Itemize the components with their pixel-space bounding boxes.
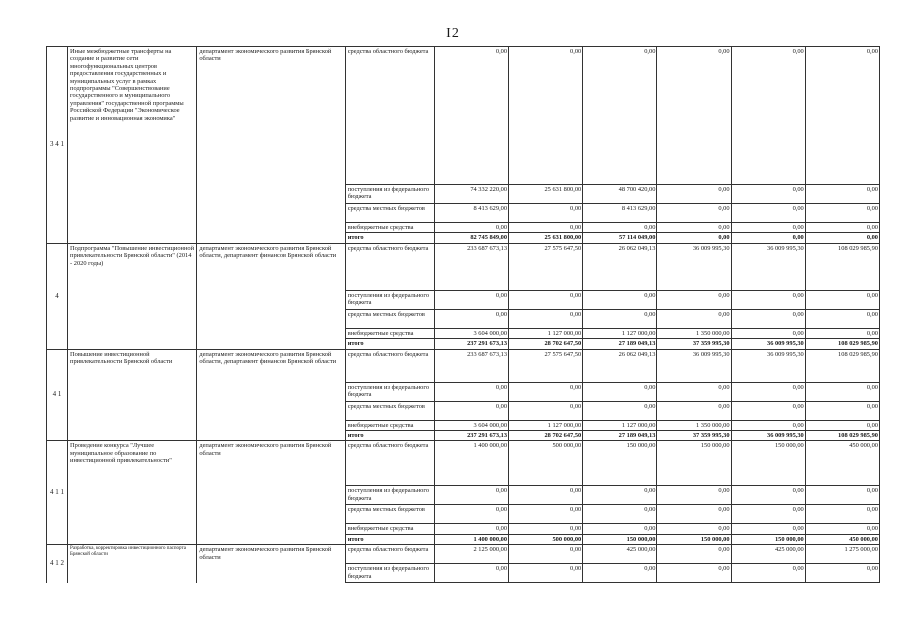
amount-cell: 0,00 [434,564,508,583]
amount-cell: 3 604 000,00 [434,420,508,430]
amount-cell: 0,00 [731,204,805,223]
amount-cell: 37 359 995,30 [657,431,731,441]
funding-source: средства местных бюджетов [345,505,434,524]
funding-source: средства местных бюджетов [345,309,434,328]
measure-name: Повышение инвестиционной привлекательности Брянской области [68,349,197,441]
amount-cell: 0,00 [805,47,879,185]
amount-cell: 0,00 [731,185,805,204]
amount-cell: 108 029 985,90 [805,349,879,382]
amount-cell: 0,00 [509,505,583,524]
funding-source: итого [345,431,434,441]
amount-cell: 0,00 [583,290,657,309]
amount-cell: 108 029 985,90 [805,339,879,349]
amount-cell: 0,00 [657,564,731,583]
amount-cell: 0,00 [509,486,583,505]
amount-cell: 150 000,00 [583,534,657,544]
amount-cell: 0,00 [805,420,879,430]
amount-cell: 0,00 [434,382,508,401]
amount-cell: 425 000,00 [583,545,657,564]
amount-cell: 0,00 [509,401,583,420]
amount-cell: 0,00 [805,204,879,223]
row-code: 4 1 [47,349,68,441]
amount-cell: 28 702 647,50 [509,431,583,441]
amount-cell: 0,00 [657,524,731,534]
funding-source: поступления из федерального бюджета [345,382,434,401]
amount-cell: 0,00 [583,309,657,328]
amount-cell: 1 127 000,00 [583,420,657,430]
amount-cell: 0,00 [434,401,508,420]
amount-cell: 0,00 [731,401,805,420]
row-code: 4 1 2 [47,545,68,583]
executor: департамент экономического развития Брянской области [197,545,345,583]
table-row [47,243,880,290]
amount-cell: 0,00 [509,204,583,223]
funding-source: внебюджетные средства [345,223,434,233]
amount-cell: 0,00 [805,524,879,534]
amount-cell: 0,00 [583,47,657,185]
amount-cell: 425 000,00 [731,545,805,564]
amount-cell: 0,00 [509,524,583,534]
amount-cell: 0,00 [583,486,657,505]
amount-cell: 1 127 000,00 [509,328,583,338]
amount-cell: 233 687 673,13 [434,243,508,290]
amount-cell: 0,00 [509,545,583,564]
measure-name: Иные межбюджетные трансферты на создание и развитие сети многофункциональных центров предоставления государственных и муниципальных услуг в рамках подпрограммы "Совершенствование государственного и муниципального управления" государственной программы Российской Федерации "Экономическое развитие и инновационная экономика" [68,47,197,244]
amount-cell: 57 114 049,00 [583,233,657,243]
executor: департамент экономического развития Брянской области, департамент финансов Брянской области [197,243,345,349]
amount-cell: 0,00 [657,47,731,185]
amount-cell: 0,00 [731,47,805,185]
funding-source: средства местных бюджетов [345,204,434,223]
measure-name: Проведение конкурса "Лучшее муниципальное образование по инвестиционной привлекательности" [68,441,197,545]
amount-cell: 150 000,00 [657,534,731,544]
amount-cell: 0,00 [805,382,879,401]
amount-cell: 237 291 673,13 [434,431,508,441]
amount-cell: 0,00 [805,309,879,328]
amount-cell: 450 000,00 [805,534,879,544]
amount-cell: 0,00 [657,204,731,223]
funding-source: поступления из федерального бюджета [345,290,434,309]
amount-cell: 26 062 049,13 [583,349,657,382]
funding-source: поступления из федерального бюджета [345,564,434,583]
amount-cell: 0,00 [731,290,805,309]
amount-cell: 0,00 [805,486,879,505]
amount-cell: 0,00 [657,309,731,328]
amount-cell: 28 702 647,50 [509,339,583,349]
amount-cell: 0,00 [657,505,731,524]
funding-source: итого [345,339,434,349]
amount-cell: 0,00 [583,223,657,233]
amount-cell: 1 127 000,00 [583,328,657,338]
amount-cell: 0,00 [731,382,805,401]
amount-cell: 0,00 [805,290,879,309]
amount-cell: 108 029 985,90 [805,243,879,290]
measure-name: Подпрограмма "Повышение инвестиционной привлекательности Брянской области" (2014 - 2020 годы) [68,243,197,349]
amount-cell: 0,00 [731,328,805,338]
amount-cell: 0,00 [509,564,583,583]
amount-cell: 0,00 [731,486,805,505]
amount-cell: 3 604 000,00 [434,328,508,338]
amount-cell: 25 631 800,00 [509,185,583,204]
amount-cell: 500 000,00 [509,534,583,544]
amount-cell: 1 350 000,00 [657,328,731,338]
amount-cell: 0,00 [805,401,879,420]
amount-cell: 150 000,00 [583,441,657,486]
row-code: 4 1 1 [47,441,68,545]
table-row [47,545,880,564]
funding-source: итого [345,233,434,243]
row-code: 4 [47,243,68,349]
amount-cell: 0,00 [731,223,805,233]
amount-cell: 0,00 [657,185,731,204]
amount-cell: 0,00 [805,328,879,338]
funding-source: внебюджетные средства [345,420,434,430]
amount-cell: 0,00 [434,290,508,309]
amount-cell: 48 700 420,00 [583,185,657,204]
amount-cell: 1 127 000,00 [509,420,583,430]
amount-cell: 0,00 [805,233,879,243]
table-row [47,349,880,382]
amount-cell: 37 359 995,30 [657,339,731,349]
amount-cell: 0,00 [805,185,879,204]
amount-cell: 36 009 995,30 [657,243,731,290]
funding-source: средства областного бюджета [345,243,434,290]
amount-cell: 0,00 [583,401,657,420]
amount-cell: 0,00 [509,382,583,401]
amount-cell: 500 000,00 [509,441,583,486]
amount-cell: 0,00 [434,505,508,524]
amount-cell: 0,00 [657,382,731,401]
measure-name: Разработка, корректировка инвестиционного паспорта Брянской области [68,545,197,583]
amount-cell: 0,00 [805,564,879,583]
amount-cell: 27 189 049,13 [583,431,657,441]
amount-cell: 1 350 000,00 [657,420,731,430]
amount-cell: 0,00 [657,233,731,243]
amount-cell: 0,00 [805,223,879,233]
table-row [47,47,880,185]
amount-cell: 0,00 [434,47,508,185]
funding-source: внебюджетные средства [345,328,434,338]
amount-cell: 0,00 [509,47,583,185]
amount-cell: 26 062 049,13 [583,243,657,290]
amount-cell: 74 332 220,00 [434,185,508,204]
page-number: I2 [446,26,460,41]
amount-cell: 1 400 000,00 [434,534,508,544]
funding-source: внебюджетные средства [345,524,434,534]
amount-cell: 36 009 995,30 [731,431,805,441]
amount-cell: 8 413 629,00 [583,204,657,223]
amount-cell: 27 575 647,50 [509,349,583,382]
amount-cell: 150 000,00 [731,534,805,544]
funding-source: поступления из федерального бюджета [345,185,434,204]
amount-cell: 36 009 995,30 [657,349,731,382]
amount-cell: 27 575 647,50 [509,243,583,290]
amount-cell: 2 125 000,00 [434,545,508,564]
amount-cell: 0,00 [657,401,731,420]
amount-cell: 82 745 849,00 [434,233,508,243]
executor: департамент экономического развития Брянской области, департамент финансов Брянской области [197,349,345,441]
funding-source: средства областного бюджета [345,47,434,185]
funding-source: средства местных бюджетов [345,401,434,420]
amount-cell: 1 275 000,00 [805,545,879,564]
amount-cell: 0,00 [509,309,583,328]
amount-cell: 0,00 [657,545,731,564]
amount-cell: 0,00 [583,524,657,534]
amount-cell: 25 631 800,00 [509,233,583,243]
amount-cell: 1 400 000,00 [434,441,508,486]
amount-cell: 0,00 [657,486,731,505]
amount-cell: 0,00 [731,524,805,534]
amount-cell: 0,00 [657,223,731,233]
amount-cell: 0,00 [583,564,657,583]
executor: департамент экономического развития Брянской области [197,441,345,545]
amount-cell: 0,00 [434,524,508,534]
amount-cell: 0,00 [731,564,805,583]
amount-cell: 233 687 673,13 [434,349,508,382]
amount-cell: 36 009 995,30 [731,349,805,382]
amount-cell: 0,00 [434,486,508,505]
amount-cell: 0,00 [509,223,583,233]
amount-cell: 0,00 [731,420,805,430]
funding-source: средства областного бюджета [345,349,434,382]
amount-cell: 150 000,00 [731,441,805,486]
budget-table [46,46,880,583]
amount-cell: 108 029 985,90 [805,431,879,441]
executor: департамент экономического развития Брянской области [197,47,345,244]
amount-cell: 27 189 049,13 [583,339,657,349]
amount-cell: 0,00 [583,505,657,524]
row-code: 3 4 1 [47,47,68,244]
amount-cell: 0,00 [731,309,805,328]
funding-source: поступления из федерального бюджета [345,486,434,505]
amount-cell: 237 291 673,13 [434,339,508,349]
amount-cell: 0,00 [731,505,805,524]
funding-source: средства областного бюджета [345,545,434,564]
amount-cell: 36 009 995,30 [731,339,805,349]
funding-source: итого [345,534,434,544]
amount-cell: 150 000,00 [657,441,731,486]
amount-cell: 0,00 [583,382,657,401]
amount-cell: 0,00 [434,309,508,328]
amount-cell: 0,00 [509,290,583,309]
amount-cell: 450 000,00 [805,441,879,486]
amount-cell: 0,00 [731,233,805,243]
amount-cell: 8 413 629,00 [434,204,508,223]
table-row [47,441,880,486]
amount-cell: 0,00 [657,290,731,309]
amount-cell: 0,00 [434,223,508,233]
funding-source: средства областного бюджета [345,441,434,486]
amount-cell: 36 009 995,30 [731,243,805,290]
amount-cell: 0,00 [805,505,879,524]
